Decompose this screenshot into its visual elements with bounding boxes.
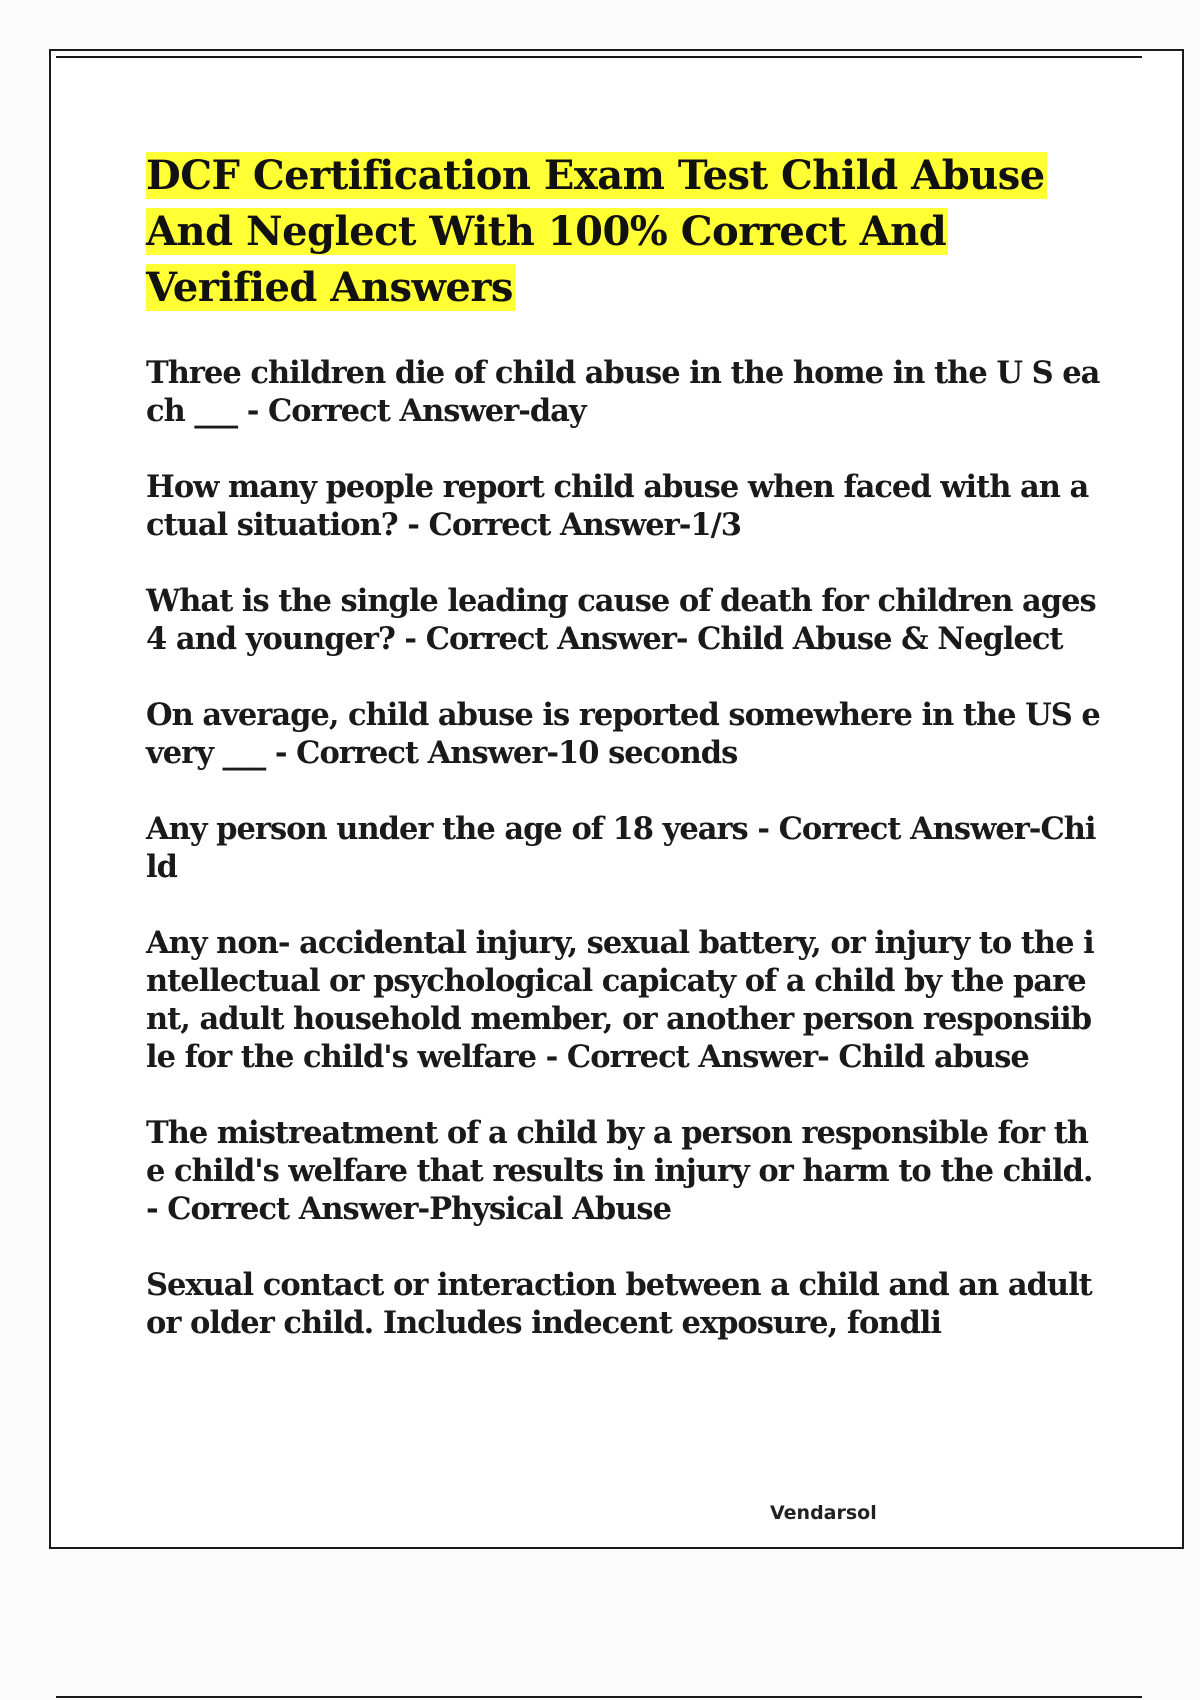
qa-list bbox=[146, 354, 1101, 1342]
qa-item: Any person under the age of 18 years - Correct Answer-Child bbox=[146, 811, 1096, 885]
top-divider bbox=[56, 56, 1142, 58]
qa-item: What is the single leading cause of death for children ages 4 and younger? - Correct Answer- Child Abuse & Neglect bbox=[146, 583, 1096, 657]
qa-item: Sexual contact or interaction between a child and an adult or older child. Includes indecent exposure, fondli bbox=[146, 1267, 1092, 1341]
title-highlight: DCF Certification Exam Test Child Abuse And Neglect With 100% Correct And Verified Answers bbox=[146, 152, 1045, 311]
document-title bbox=[146, 148, 1101, 316]
qa-item: How many people report child abuse when faced with an actual situation? - Correct Answer-1/3 bbox=[146, 469, 1089, 543]
qa-item: The mistreatment of a child by a person responsible for the child's welfare that results in injury or harm to the child. - Correct Answer-Physical Abuse bbox=[146, 1115, 1093, 1227]
bottom-divider bbox=[56, 1696, 1142, 1698]
document-body bbox=[146, 148, 1101, 1380]
qa-item: Three children die of child abuse in the home in the U S each ___ - Correct Answer-day bbox=[146, 355, 1100, 429]
footer-brand: Vendarsol bbox=[770, 1502, 877, 1524]
qa-item: Any non- accidental injury, sexual battery, or injury to the intellectual or psychological capicaty of a child by the parent, adult household member, or another person responsiible for the child's welfare - Correct Answer- Child abuse bbox=[146, 925, 1094, 1075]
qa-item: On average, child abuse is reported somewhere in the US every ___ - Correct Answer-10 seconds bbox=[146, 697, 1100, 771]
